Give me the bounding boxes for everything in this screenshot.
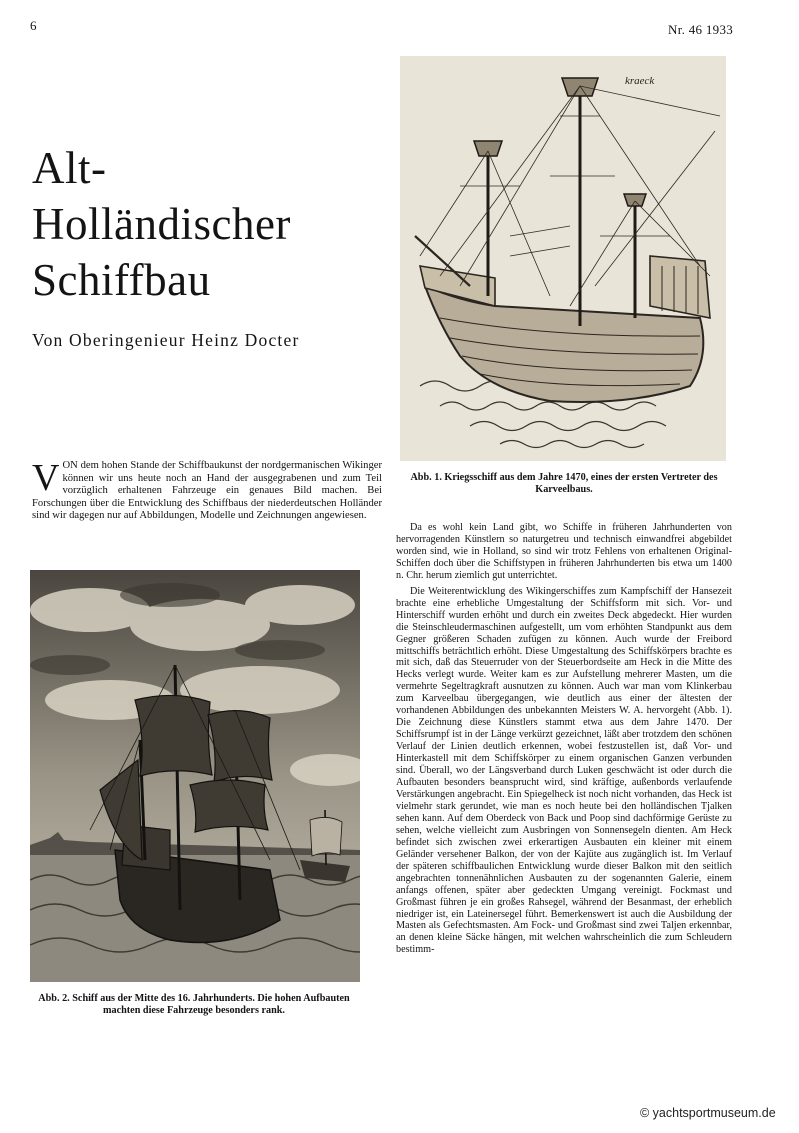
sixteenth-century-ship-illustration bbox=[30, 570, 360, 982]
title-line: Alt- bbox=[32, 143, 107, 193]
intro-text: ON dem hohen Stande der Schiffbaukunst der nordgermanischen Wikinger können wir uns heute noch an Hand der ausgegrabenen und zum Teil vorzüglich erhaltenen Fahrzeuge ein genaues Bild machen. Bei Forschungen über die Entwicklung des Schiffbaus der niederdeutschen Holländer sind wir dagegen nur auf Abbildungen, Modelle und Zeichnungen angewiesen. bbox=[32, 460, 382, 522]
figure-1-ship-engraving bbox=[400, 56, 726, 461]
title-line: Schiffbau bbox=[32, 255, 211, 305]
drop-cap: V bbox=[32, 457, 60, 499]
figure-1-caption: Abb. 1. Kriegsschiff aus dem Jahre 1470, eines der ersten Vertreter des Karveelbaus. bbox=[410, 472, 718, 495]
body-paragraph: Die Weiterentwicklung des Wikingerschiffes zum Kampfschiff der Hansezeit brachte eine erhebliche Umgestaltung der Schiffsform mit sich. Vor- und Hinterschiff wurden erhöht und durch ein zweites Deck abgedeckt. Hier wurden die Steinschleudermaschinen aufgestellt, um vom erhöhten Standpunkt aus dem Gegner größeren Schaden zufügen zu können. Auch wurde der Freibord mittschiffs beträchtlich erhöht. Diese Umgestaltung des Schiffskörpers brachte es mit sich, daß das Steuerruder von der Steuerbordseite am Heck in die Mitte des Hecks verlegt wurde. Weiter kam es zur Aufstellung mehrerer Masten, um die vermehrte Segeltragkraft ausnutzen zu können. Auch war man vom Klinkerbau zum Karveelbau übergegangen, wie deutlich aus einer der ältesten der vorhandenen Abbildungen des unbekannten Meisters W. A. hervorgeht (Abb. 1). Die Zeichnung diese Künstlers stammt etwa aus dem Jahre 1470. Der Schiffsrumpf ist in der Länge verkürzt gezeichnet, läßt aber trotzdem den schönen Verlauf der Linien deutlich erkennen, wobei festzustellen ist, daß Vor- und Hinterkastell mit dem Schiffskörper zu einem organischen Ganzen verbunden sind. Überall, wo der Längsverband durch Luken geschwächt ist oder durch die Aufbauten besonders beansprucht wird, sind kräftige, außenbords verlaufende Verstärkungen angebracht. Ein Spiegelheck ist noch nicht vorhanden, das Heck ist vielmehr stark gerundet, wie man es noch heute bei den holländischen Tjalken sehen kann. Auf dem Oberdeck von Back und Poop sind dachförmige Gerüste zu sehen, welche vielleicht zum Ausbringen von Sonnensegeln dienten. Am Heck befindet sich zwischen zwei erkerartigen Ausbauten ein kleiner mit einem Geländer versehener Balkon, der von der Kajüte aus zugänglich ist. Im Verlauf der späteren schiffbaulichen Entwicklung wurde dieser Balkon mit den seitlich angebrachten tonnenähnlichen Ausbauten zu der sogenannten Galerie, einem anfangs offenen, später aber gedeckten Umgang vereinigt. Fockmast und Großmast führen je ein großes Rahsegel, während der Besanmast, der erheblich niedriger ist, ein Lateinersegel führt. Bemerkenswert ist auch die Ausbildung der Masten als Gefechtsmasten. Am Fock- und Großmast sind zwei Taljen erkennbar, an denen kleine Säcke hängen, mit welchen wahrscheinlich die zum Schleudern bestimm- bbox=[396, 585, 732, 956]
intro-paragraph bbox=[32, 457, 382, 523]
engraving-inscription: kraeck bbox=[625, 75, 655, 87]
issue-label: Nr. 46 1933 bbox=[668, 22, 734, 37]
watermark-credit: © yachtsportmuseum.de bbox=[640, 1106, 776, 1120]
page-number: 6 bbox=[30, 18, 37, 33]
title-line: Holländischer bbox=[32, 199, 291, 249]
byline: Von Oberingenieur Heinz Docter bbox=[32, 330, 300, 350]
figure-2-caption: Abb. 2. Schiff aus der Mitte des 16. Jahrhunderts. Die hohen Aufbauten machten diese Fahrzeuge besonders rank. bbox=[38, 993, 350, 1016]
article-body bbox=[396, 522, 732, 960]
warship-engraving-illustration bbox=[400, 56, 726, 461]
figure-2-ship-painting bbox=[30, 570, 360, 982]
body-paragraph: Da es wohl kein Land gibt, wo Schiffe in früheren Jahrhunderten von hervorragenden Künstlern so naturgetreu und technisch einwandfrei abgebildet worden sind, wie in Holland, so sind wir trotz Fehlens von erhaltenen Original-Schiffen doch über die Schiffstypen in früheren Jahrhunderten bis etwa um 1400 n. Chr. herum ziemlich gut unterrichtet. bbox=[396, 522, 732, 581]
article-title bbox=[32, 140, 362, 308]
